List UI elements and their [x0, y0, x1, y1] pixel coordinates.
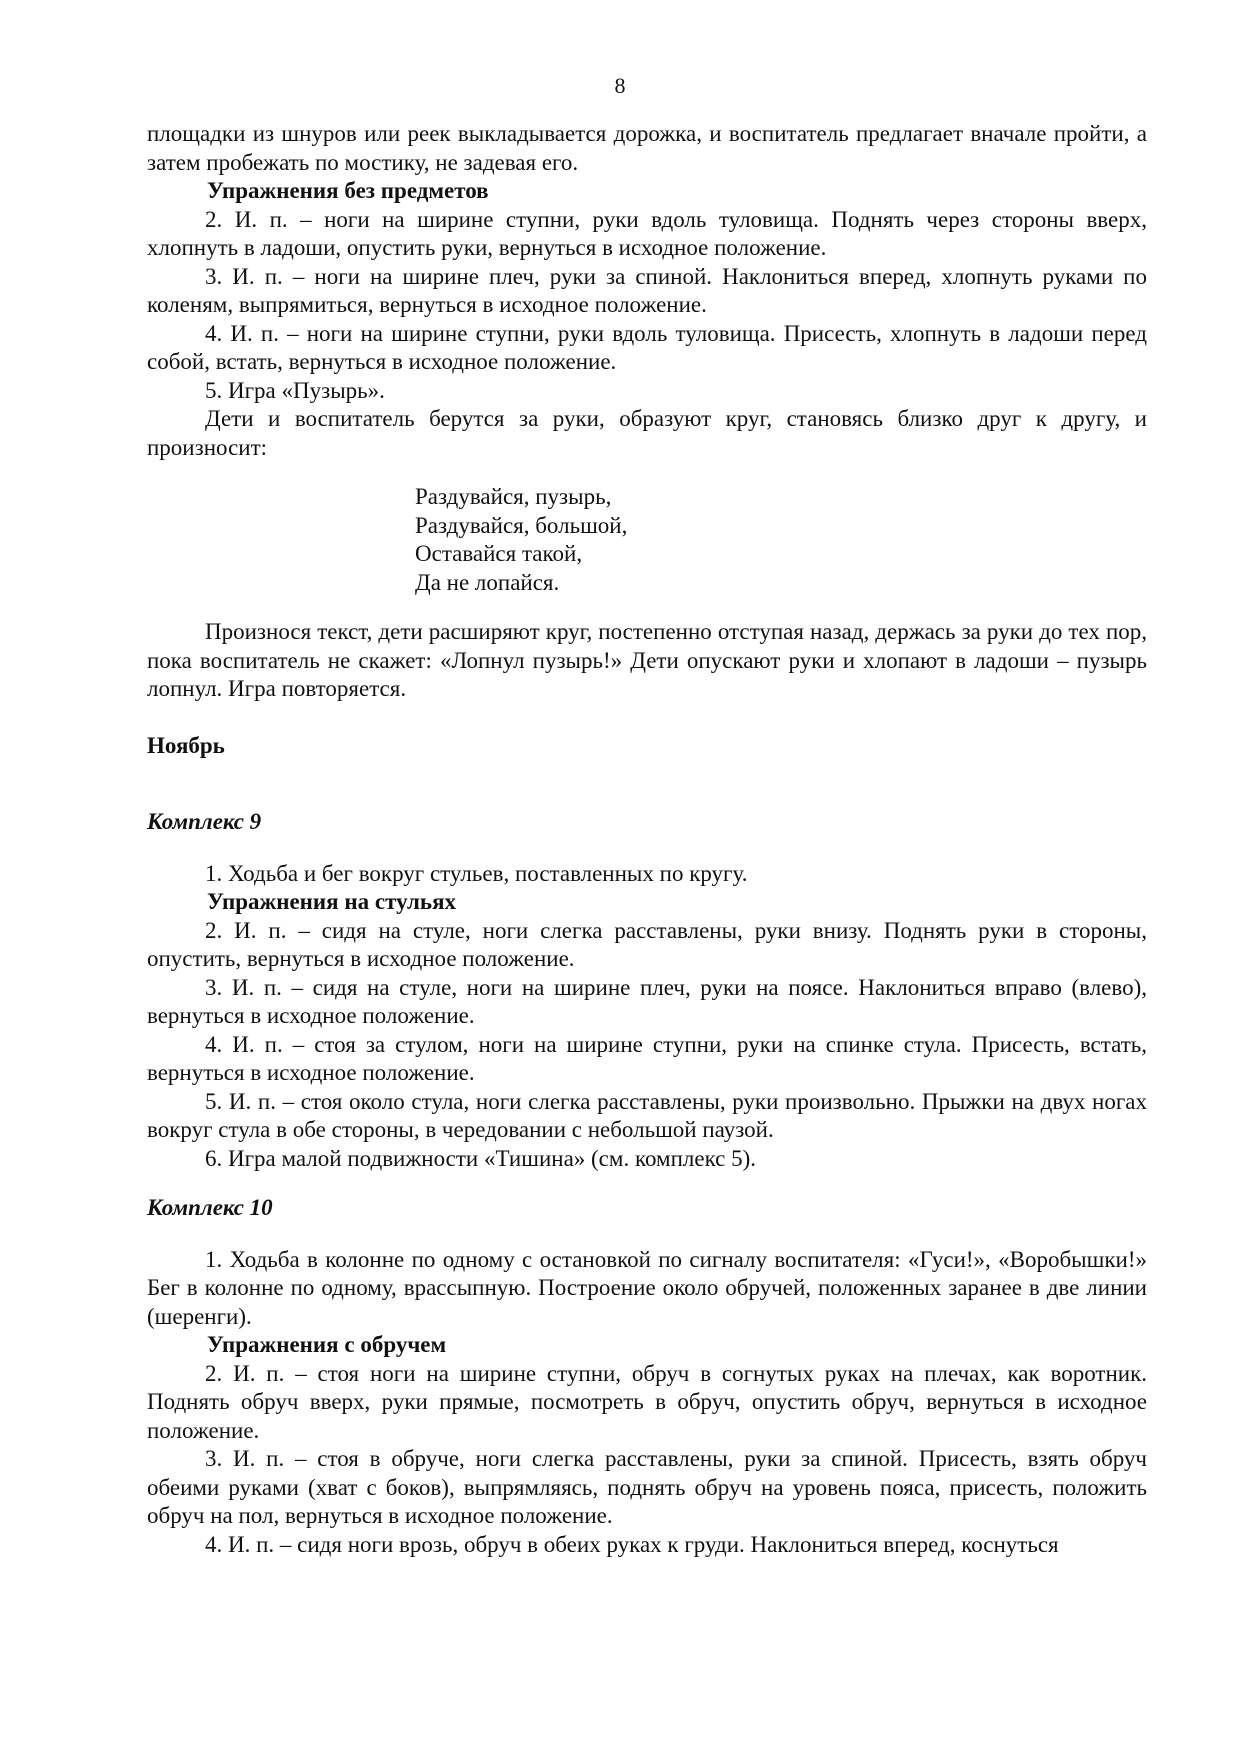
- exercise-2: 2. И. п. – сидя на стуле, ноги слегка расставлены, руки внизу. Поднять руки в стороны, опустить, вернуться в исходное положение.: [147, 917, 1147, 971]
- complex-10-section: [147, 1246, 1147, 1560]
- poem-line: Оставайся такой,: [415, 541, 583, 566]
- exercise-4: 4. И. п. – ноги на ширине ступни, руки вдоль туловища. Присесть, хлопнуть в ладоши перед собой, встать, вернуться в исходное положение.: [147, 320, 1147, 374]
- exercise-3: 3. И. п. – стоя в обруче, ноги слегка расставлены, руки за спиной. Присесть, взять обруч обеими руками (хват с боков), выпрямляясь, поднять обруч на уровень пояса, присесть, положить обруч на пол, вернуться в исходное положение.: [147, 1446, 1147, 1528]
- exercise-5: 5. И. п. – стоя около стула, ноги слегка расставлены, руки произвольно. Прыжки на двух ногах вокруг стула в обе стороны, в чередовании с небольшой паузой.: [147, 1088, 1147, 1142]
- page-number: 8: [614, 73, 626, 98]
- exercise-3: 3. И. п. – ноги на ширине плеч, руки за спиной. Наклониться вперед, хлопнуть руками по коленям, выпрямиться, вернуться в исходное положение.: [147, 263, 1147, 317]
- month-heading: Ноябрь: [147, 732, 225, 758]
- paragraph-continuation: площадки из шнуров или реек выкладывается дорожка, и воспитатель предлагает вначале пройти, а затем пробежать по мостику, не задевая его.: [147, 121, 1147, 175]
- exercise-1: 1. Ходьба и бег вокруг стульев, поставленных по кругу.: [205, 860, 748, 886]
- subheading-hoop: Упражнения с обручем: [207, 1332, 447, 1357]
- complex-9-title: Комплекс 9: [147, 809, 262, 834]
- exercise-4: 4. И. п. – стоя за стулом, ноги на ширине ступни, руки на спинке стула. Присесть, встать, вернуться в исходное положение.: [147, 1031, 1147, 1085]
- game-rules: Произнося текст, дети расширяют круг, постепенно отступая назад, держась за руки до тех пор, пока воспитатель не скажет: «Лопнул пузырь!» Дети опускают руки и хлопают в ладоши – пузырь лопнул. Игра повторяется.: [147, 619, 1147, 701]
- exercise-5-game-title: 5. Игра «Пузырь».: [205, 377, 385, 403]
- exercise-3: 3. И. п. – сидя на стуле, ноги на ширине плеч, руки на поясе. Наклониться вправо (влево), вернуться в исходное положение.: [147, 974, 1147, 1028]
- poem-line: Да не лопайся.: [415, 569, 560, 595]
- exercise-4: 4. И. п. – сидя ноги врозь, обруч в обеих руках к груди. Наклониться вперед, коснуться: [205, 1531, 1059, 1557]
- complex-9-section: [147, 860, 1147, 1174]
- poem-line: Раздувайся, большой,: [415, 512, 628, 538]
- exercise-6: 6. Игра малой подвижности «Тишина» (см. комплекс 5).: [205, 1145, 757, 1171]
- game-intro: Дети и воспитатель берутся за руки, образуют круг, становясь близко друг к другу, и произносит:: [147, 406, 1147, 460]
- exercise-2: 2. И. п. – ноги на ширине ступни, руки вдоль туловища. Поднять через стороны вверх, хлопнуть в ладоши, опустить руки, вернуться в исходное положение.: [147, 206, 1147, 260]
- poem: [147, 483, 1147, 597]
- complex-10-title: Комплекс 10: [147, 1195, 273, 1220]
- exercise-2: 2. И. п. – стоя ноги на ширине ступни, обруч в согнутых руках на плечах, как воротник. Поднять обруч вверх, руки прямые, посмотреть в обруч, опустить обруч, вернуться в исходное положение.: [147, 1360, 1147, 1443]
- subheading-no-equipment: Упражнения без предметов: [207, 178, 489, 203]
- page-content: [147, 120, 1147, 1559]
- subheading-chairs: Упражнения на стульях: [207, 889, 457, 914]
- exercise-1: 1. Ходьба в колонне по одному с остановкой по сигналу воспитателя: «Гуси!», «Воробышки!» Бег в колонне по одному, врассыпную. Построение около обручей, положенных заранее в две линии (шеренги).: [147, 1246, 1147, 1329]
- poem-line: Раздувайся, пузырь,: [415, 484, 612, 509]
